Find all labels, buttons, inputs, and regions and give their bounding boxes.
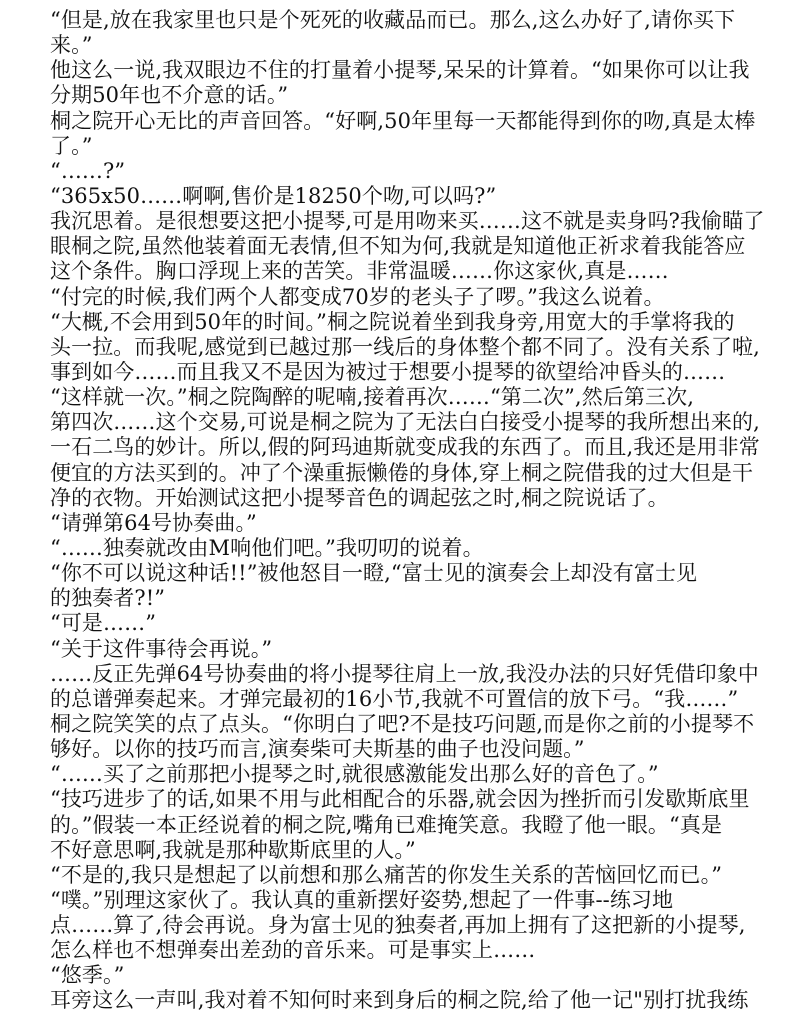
text-line-17: 第四次……这个交易,可说是桐之院为了无法白白接受小提琴的我所想出来的, bbox=[50, 410, 760, 435]
text-line-36: “噗。”别理这家伙了。我认真的重新摆好姿势,想起了一件事--练习地 bbox=[50, 887, 674, 912]
text-line-12: “付完的时候,我们两个人都变成70岁的老头子了啰。”我这么说着。 bbox=[50, 284, 665, 309]
text-line-37: 点……算了,待会再说。身为富士见的独奏者,再加上拥有了这把新的小提琴, bbox=[50, 913, 746, 938]
text-line-20: 净的衣物。开始测试这把小提琴音色的调起弦之时,桐之院说话了。 bbox=[50, 485, 669, 510]
text-line-13: “大概,不会用到50年的时间。”桐之院说着坐到我身旁,用宽大的手掌将我的 bbox=[50, 309, 735, 334]
text-line-7: “……?” bbox=[50, 158, 126, 183]
text-line-35: “不是的,我只是想起了以前想和那么痛苦的你发生关系的苦恼回忆而已。” bbox=[50, 862, 723, 887]
text-line-5: 桐之院开心无比的声音回答。“好啊,50年里每一天都能得到你的吻,真是太棒 bbox=[50, 108, 756, 133]
text-line-4: 分期50年也不介意的话。” bbox=[50, 83, 289, 108]
text-line-11: 这个条件。胸口浮现上来的苦笑。非常温暖……你这家伙,真是…… bbox=[50, 259, 669, 284]
text-line-21: “请弹第64号协奏曲。” bbox=[50, 510, 257, 535]
text-line-31: “……买了之前那把小提琴之时,就很感激能发出那么好的音色了。” bbox=[50, 762, 659, 787]
text-line-34: 不好意思啊,我就是那种歇斯底里的人。” bbox=[50, 837, 416, 862]
text-line-30: 够好。以你的技巧而言,演奏柴可夫斯基的曲子也没问题。” bbox=[50, 737, 585, 762]
text-line-2: 来。” bbox=[50, 33, 93, 58]
text-line-22: “……独奏就改由M响他们吧。”我叨叨的说着。 bbox=[50, 535, 484, 560]
text-line-23: “你不可以说这种话!!”被他怒目一瞪,“富士见的演奏会上却没有富士见 bbox=[50, 561, 698, 586]
text-line-24: 的独奏者?!” bbox=[50, 586, 166, 611]
text-line-40: 耳旁这么一声叫,我对着不知何时来到身后的桐之院,给了他一记"别打扰我练 bbox=[50, 988, 749, 1013]
text-line-33: 的。”假装一本正经说着的桐之院,嘴角已难掩笑意。我瞪了他一眼。“真是 bbox=[50, 812, 723, 837]
text-line-38: 怎么样也不想弹奏出差劲的音乐来。可是事实上…… bbox=[50, 938, 536, 963]
text-line-16: “这样就一次。”桐之院陶醉的呢喃,接着再次……“第二次”,然后第三次, bbox=[50, 385, 694, 410]
text-line-19: 便宜的方法买到的。冲了个澡重振懒倦的身体,穿上桐之院借我的过大但是干 bbox=[50, 460, 754, 485]
text-line-6: 了。” bbox=[50, 133, 93, 158]
text-line-18: 一石二鸟的妙计。所以,假的阿玛迪斯就变成我的东西了。而且,我还是用非常 bbox=[50, 435, 760, 460]
text-line-25: “可是……” bbox=[50, 611, 157, 636]
text-line-9: 我沉思着。是很想要这把小提琴,可是用吻来买……这不就是卖身吗?我偷瞄了 bbox=[50, 209, 765, 234]
text-line-27: ……反正先弹64号协奏曲的将小提琴往肩上一放,我没办法的只好凭借印象中 bbox=[50, 661, 759, 686]
text-line-3: 他这么一说,我双眼边不住的打量着小提琴,呆呆的计算着。“如果你可以让我 bbox=[50, 58, 750, 83]
text-line-28: 的总谱弹奏起来。才弹完最初的16小节,我就不可置信的放下弓。“我……” bbox=[50, 686, 739, 711]
text-line-26: “关于这件事待会再说。” bbox=[50, 636, 273, 661]
text-line-29: 桐之院笑笑的点了点头。“你明白了吧?不是技巧问题,而是你之前的小提琴不 bbox=[50, 711, 755, 736]
text-line-32: “技巧进步了的话,如果不用与此相配合的乐器,就会因为挫折而引发歇斯底里 bbox=[50, 787, 750, 812]
text-line-8: “365x50……啊啊,售价是18250个吻,可以吗?” bbox=[50, 183, 497, 208]
text-line-14: 头一拉。而我呢,感觉到已越过那一线后的身体整个都不同了。没有关系了啦, bbox=[50, 334, 760, 359]
text-line-39: “悠季。” bbox=[50, 963, 125, 988]
text-line-1: “但是,放在我家里也只是个死死的收藏品而已。那么,这么办好了,请你买下 bbox=[50, 8, 736, 32]
text-line-15: 事到如今……而且我又不是因为被过于想要小提琴的欲望给冲昏头的…… bbox=[50, 359, 726, 384]
text-line-10: 眼桐之院,虽然他装着面无表情,但不知为何,我就是知道他正祈求着我能答应 bbox=[50, 234, 746, 259]
